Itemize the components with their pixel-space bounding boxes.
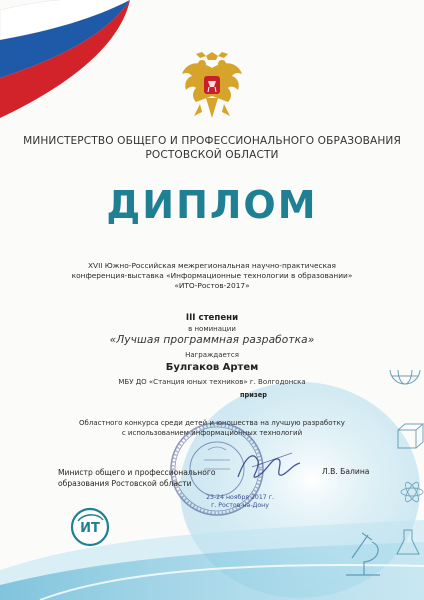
it-logo-icon bbox=[70, 507, 110, 547]
minister-line-2: образования Ростовской области bbox=[58, 479, 192, 488]
document-title: ДИПЛОМ bbox=[106, 183, 318, 227]
coat-of-arms-emblem bbox=[180, 52, 244, 122]
nomination-title: «Лучшая программная разработка» bbox=[109, 334, 315, 346]
conference-description bbox=[0, 261, 424, 291]
award-degree: III степени bbox=[185, 313, 239, 323]
ministry-header bbox=[0, 134, 424, 162]
nomination-label: в номинации bbox=[188, 325, 236, 333]
recipient-role: призер bbox=[240, 391, 267, 399]
awarded-label: Награждается bbox=[185, 351, 239, 359]
conference-line-3: «ИТО-Ростов-2017» bbox=[174, 281, 250, 290]
recipient-organization: МБУ ДО «Станция юных техников» г. Волгодонска bbox=[118, 378, 306, 386]
ministry-line-2: РОСТОВСКОЙ ОБЛАСТИ bbox=[145, 149, 279, 161]
signee-name: Л.В. Балина bbox=[322, 467, 370, 476]
handwritten-signature bbox=[232, 447, 304, 489]
flag-ribbon bbox=[0, 0, 160, 130]
contest-line-2: с использованием информационных технологий bbox=[121, 428, 303, 437]
recipient-name: Булгаков Артем bbox=[165, 362, 259, 373]
conference-line-1: XVII Южно-Российская межрегиональная научно-практическая bbox=[87, 261, 337, 270]
seal-date bbox=[190, 494, 290, 510]
minister-line-1: Министр общего и профессионального bbox=[58, 468, 216, 477]
contest-line-1: Областного конкурса среди детей и юношества на лучшую разработку bbox=[79, 419, 345, 427]
conference-line-2: конференция-выставка «Информационные технологии в образовании» bbox=[71, 271, 353, 280]
seal-date-line-1: 23-24 ноября 2017 г. bbox=[206, 494, 274, 501]
it-logo-text: ИТ bbox=[80, 521, 100, 536]
seal-date-line-2: г. Ростов-на-Дону bbox=[211, 502, 269, 509]
minister-title bbox=[58, 467, 216, 489]
ministry-line-1: МИНИСТЕРСТВО ОБЩЕГО И ПРОФЕССИОНАЛЬНОГО ОБРАЗОВАНИЯ bbox=[23, 135, 401, 147]
